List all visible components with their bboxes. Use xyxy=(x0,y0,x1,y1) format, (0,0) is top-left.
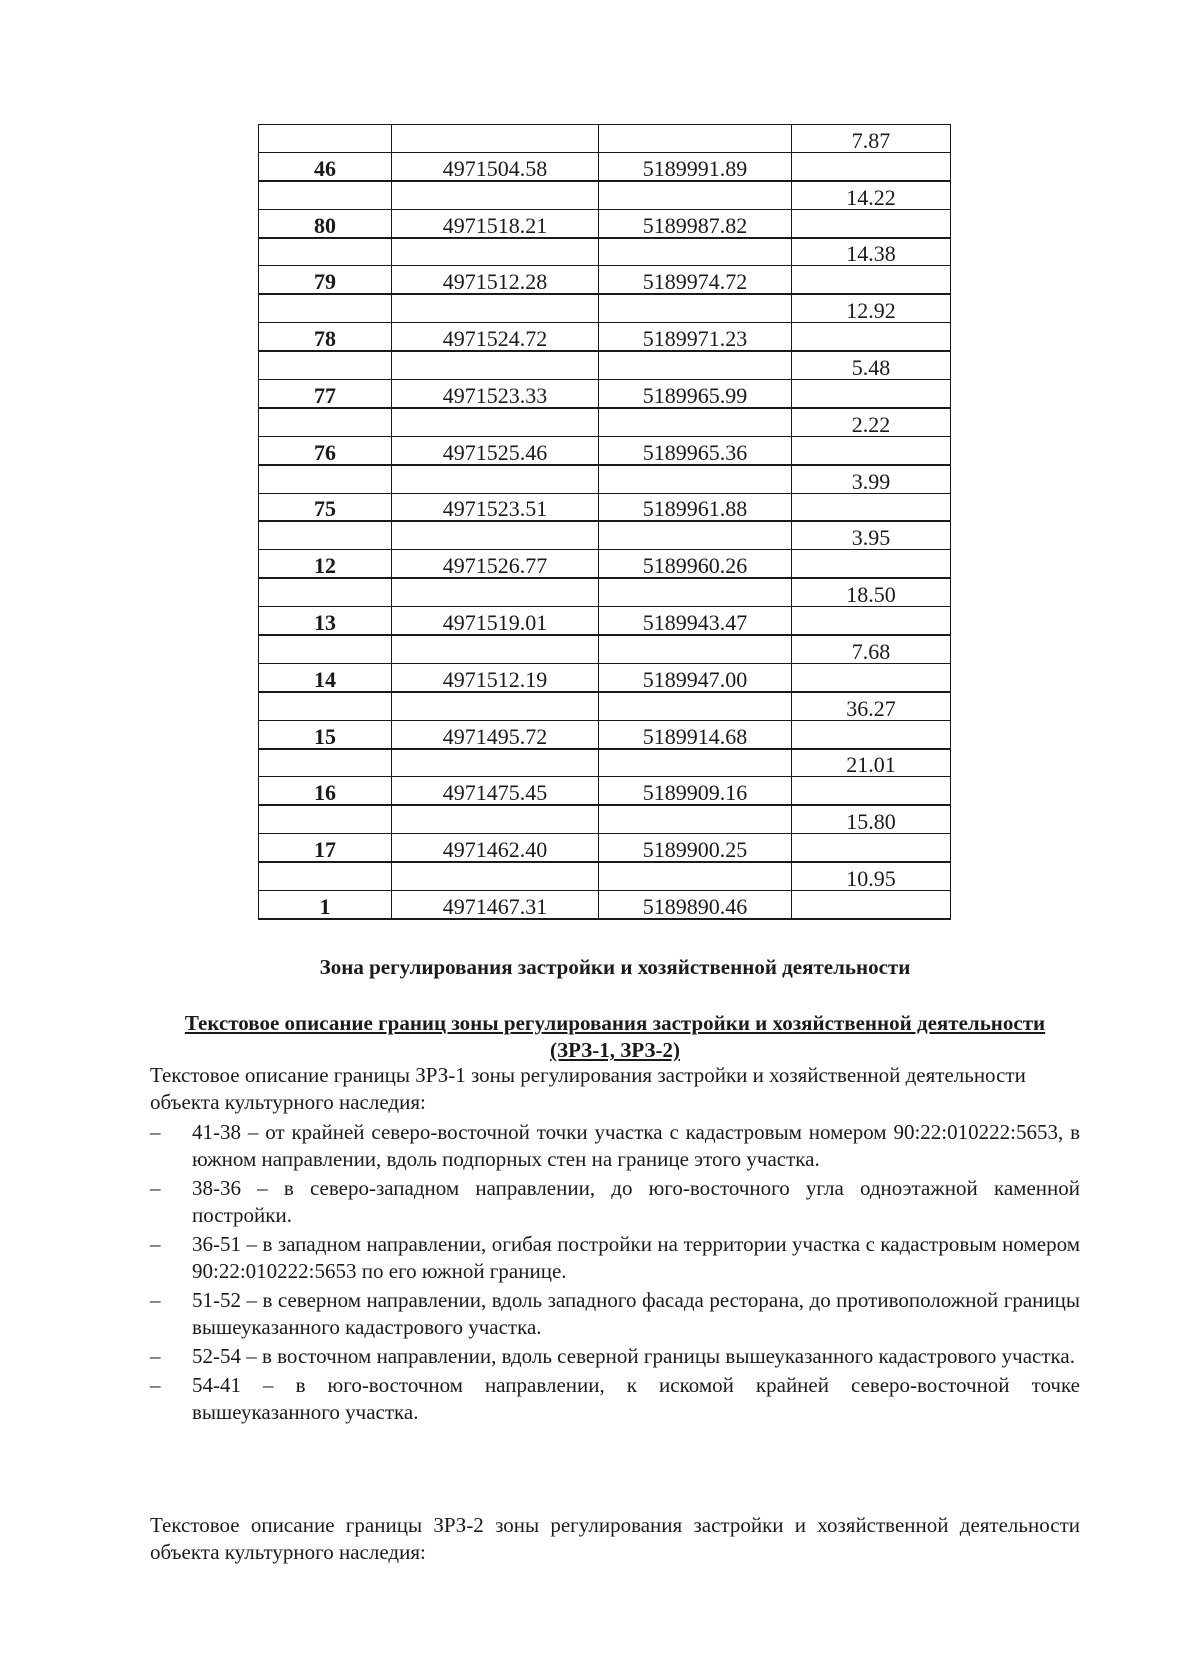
distance-cell: 7.68 xyxy=(792,635,951,663)
distance-cell: 7.87 xyxy=(792,125,951,153)
distance-cell xyxy=(792,663,951,691)
y-coordinate-cell: 5189900.25 xyxy=(599,834,792,862)
x-coordinate-cell xyxy=(392,408,599,436)
zrz1-intro-paragraph: Текстовое описание границы ЗРЗ-1 зоны регулирования застройки и хозяйственной деятельности объекта культурного наследия: xyxy=(150,1063,1026,1114)
list-item-text: 52-54 – в восточном направлении, вдоль северной границы вышеуказанного кадастрового участка. xyxy=(192,1344,1075,1368)
x-coordinate-cell xyxy=(392,125,599,153)
y-coordinate-cell xyxy=(599,692,792,720)
distance-cell xyxy=(792,891,951,919)
distance-cell: 14.38 xyxy=(792,238,951,266)
table-row xyxy=(259,152,951,180)
point-number-cell: 16 xyxy=(259,777,392,805)
distance-cell xyxy=(792,550,951,578)
x-coordinate-cell xyxy=(392,578,599,606)
x-coordinate-cell: 4971462.40 xyxy=(392,834,599,862)
distance-cell xyxy=(792,720,951,748)
list-item xyxy=(150,1175,1080,1229)
point-number-cell: 78 xyxy=(259,323,392,351)
coordinates-table-body xyxy=(259,125,951,919)
table-row xyxy=(259,891,951,919)
point-number-cell xyxy=(259,181,392,209)
distance-cell: 2.22 xyxy=(792,408,951,436)
y-coordinate-cell: 5189971.23 xyxy=(599,323,792,351)
y-coordinate-cell: 5189960.26 xyxy=(599,550,792,578)
y-coordinate-cell xyxy=(599,805,792,833)
bullet-dash: – xyxy=(150,1232,161,1256)
point-number-cell: 46 xyxy=(259,152,392,180)
y-coordinate-cell xyxy=(599,125,792,153)
table-row xyxy=(259,266,951,294)
x-coordinate-cell: 4971475.45 xyxy=(392,777,599,805)
y-coordinate-cell xyxy=(599,465,792,493)
y-coordinate-cell xyxy=(599,862,792,890)
list-item xyxy=(150,1287,1080,1341)
x-coordinate-cell: 4971495.72 xyxy=(392,720,599,748)
distance-cell xyxy=(792,266,951,294)
list-item xyxy=(150,1231,1080,1285)
point-number-cell xyxy=(259,578,392,606)
distance-cell: 10.95 xyxy=(792,862,951,890)
y-coordinate-cell xyxy=(599,749,792,777)
y-coordinate-cell: 5189947.00 xyxy=(599,663,792,691)
point-number-cell xyxy=(259,749,392,777)
table-row xyxy=(259,663,951,691)
table-row xyxy=(259,380,951,408)
point-number-cell: 15 xyxy=(259,720,392,748)
distance-cell xyxy=(792,436,951,464)
point-number-cell: 77 xyxy=(259,380,392,408)
x-coordinate-cell xyxy=(392,692,599,720)
x-coordinate-cell: 4971512.19 xyxy=(392,663,599,691)
distance-cell xyxy=(792,209,951,237)
point-number-cell: 80 xyxy=(259,209,392,237)
point-number-cell: 14 xyxy=(259,663,392,691)
table-row xyxy=(259,521,951,549)
point-number-cell: 13 xyxy=(259,607,392,635)
table-row xyxy=(259,777,951,805)
table-row xyxy=(259,294,951,322)
table-row xyxy=(259,436,951,464)
table-row xyxy=(259,238,951,266)
point-number-cell: 75 xyxy=(259,493,392,521)
point-number-cell xyxy=(259,125,392,153)
description-heading: Текстовое описание границ зоны регулирования застройки и хозяйственной деятельности (ЗРЗ-1, ЗРЗ-2) xyxy=(184,1011,1046,1062)
distance-cell: 18.50 xyxy=(792,578,951,606)
list-item-text: 36-51 – в западном направлении, огибая постройки на территории участка с кадастровым номером 90:22:010222:5653 по его южной границе. xyxy=(192,1232,1080,1283)
table-row xyxy=(259,862,951,890)
y-coordinate-cell xyxy=(599,578,792,606)
y-coordinate-cell: 5189890.46 xyxy=(599,891,792,919)
table-row xyxy=(259,181,951,209)
distance-cell: 15.80 xyxy=(792,805,951,833)
distance-cell xyxy=(792,380,951,408)
point-number-cell: 76 xyxy=(259,436,392,464)
list-item-text: 54-41 – в юго-восточном направлении, к искомой крайней северо-восточной точке вышеуказанного участка. xyxy=(192,1373,1080,1424)
table-row xyxy=(259,607,951,635)
y-coordinate-cell xyxy=(599,238,792,266)
distance-cell: 21.01 xyxy=(792,749,951,777)
table-row xyxy=(259,465,951,493)
point-number-cell xyxy=(259,521,392,549)
x-coordinate-cell: 4971518.21 xyxy=(392,209,599,237)
y-coordinate-cell: 5189909.16 xyxy=(599,777,792,805)
x-coordinate-cell xyxy=(392,521,599,549)
point-number-cell xyxy=(259,862,392,890)
y-coordinate-cell xyxy=(599,635,792,663)
distance-cell xyxy=(792,493,951,521)
table-row xyxy=(259,408,951,436)
x-coordinate-cell: 4971467.31 xyxy=(392,891,599,919)
table-row xyxy=(259,550,951,578)
distance-cell: 14.22 xyxy=(792,181,951,209)
table-row xyxy=(259,720,951,748)
point-number-cell xyxy=(259,635,392,663)
x-coordinate-cell xyxy=(392,351,599,379)
x-coordinate-cell xyxy=(392,862,599,890)
x-coordinate-cell: 4971523.51 xyxy=(392,493,599,521)
x-coordinate-cell xyxy=(392,805,599,833)
y-coordinate-cell: 5189914.68 xyxy=(599,720,792,748)
bullet-dash: – xyxy=(150,1120,161,1144)
x-coordinate-cell xyxy=(392,181,599,209)
table-row xyxy=(259,351,951,379)
point-number-cell xyxy=(259,351,392,379)
y-coordinate-cell xyxy=(599,408,792,436)
distance-cell: 5.48 xyxy=(792,351,951,379)
list-item xyxy=(150,1343,1080,1370)
y-coordinate-cell xyxy=(599,521,792,549)
y-coordinate-cell: 5189974.72 xyxy=(599,266,792,294)
list-item-text: 51-52 – в северном направлении, вдоль западного фасада ресторана, до противоположной границы вышеуказанного кадастрового участка. xyxy=(192,1288,1080,1339)
point-number-cell xyxy=(259,692,392,720)
distance-cell xyxy=(792,152,951,180)
x-coordinate-cell xyxy=(392,238,599,266)
x-coordinate-cell: 4971524.72 xyxy=(392,323,599,351)
bullet-dash: – xyxy=(150,1344,161,1368)
table-row xyxy=(259,209,951,237)
x-coordinate-cell xyxy=(392,749,599,777)
x-coordinate-cell: 4971525.46 xyxy=(392,436,599,464)
x-coordinate-cell: 4971504.58 xyxy=(392,152,599,180)
list-item-text: 41-38 – от крайней северо-восточной точки участка с кадастровым номером 90:22:010222:5653, в южном направлении, вдоль подпорных стен на границе этого участка. xyxy=(192,1120,1080,1171)
table-row xyxy=(259,493,951,521)
y-coordinate-cell: 5189987.82 xyxy=(599,209,792,237)
zrz2-intro-paragraph: Текстовое описание границы ЗРЗ-2 зоны регулирования застройки и хозяйственной деятельности объекта культурного наследия: xyxy=(150,1513,1080,1564)
point-number-cell: 79 xyxy=(259,266,392,294)
coordinates-table xyxy=(258,124,951,920)
y-coordinate-cell: 5189943.47 xyxy=(599,607,792,635)
y-coordinate-cell xyxy=(599,181,792,209)
x-coordinate-cell xyxy=(392,465,599,493)
distance-cell: 3.99 xyxy=(792,465,951,493)
distance-cell xyxy=(792,777,951,805)
point-number-cell xyxy=(259,238,392,266)
y-coordinate-cell xyxy=(599,294,792,322)
y-coordinate-cell xyxy=(599,351,792,379)
x-coordinate-cell: 4971523.33 xyxy=(392,380,599,408)
table-row xyxy=(259,692,951,720)
x-coordinate-cell: 4971526.77 xyxy=(392,550,599,578)
table-row xyxy=(259,635,951,663)
point-number-cell xyxy=(259,408,392,436)
list-item xyxy=(150,1119,1080,1173)
y-coordinate-cell: 5189961.88 xyxy=(599,493,792,521)
point-number-cell: 1 xyxy=(259,891,392,919)
table-row xyxy=(259,323,951,351)
y-coordinate-cell: 5189991.89 xyxy=(599,152,792,180)
x-coordinate-cell: 4971519.01 xyxy=(392,607,599,635)
table-row xyxy=(259,578,951,606)
table-row xyxy=(259,749,951,777)
distance-cell xyxy=(792,607,951,635)
x-coordinate-cell xyxy=(392,635,599,663)
bullet-dash: – xyxy=(150,1373,161,1397)
point-number-cell: 12 xyxy=(259,550,392,578)
distance-cell xyxy=(792,834,951,862)
point-number-cell xyxy=(259,465,392,493)
y-coordinate-cell: 5189965.99 xyxy=(599,380,792,408)
zone-heading: Зона регулирования застройки и хозяйственной деятельности xyxy=(319,955,911,979)
list-item-text: 38-36 – в северо-западном направлении, до юго-восточного угла одноэтажной каменной постройки. xyxy=(192,1176,1080,1227)
list-item xyxy=(150,1372,1080,1426)
table-row xyxy=(259,805,951,833)
point-number-cell: 17 xyxy=(259,834,392,862)
distance-cell: 12.92 xyxy=(792,294,951,322)
table-row xyxy=(259,834,951,862)
distance-cell: 36.27 xyxy=(792,692,951,720)
point-number-cell xyxy=(259,294,392,322)
distance-cell: 3.95 xyxy=(792,521,951,549)
table-row xyxy=(259,125,951,153)
point-number-cell xyxy=(259,805,392,833)
zrz1-boundary-list xyxy=(150,1119,1080,1428)
x-coordinate-cell xyxy=(392,294,599,322)
y-coordinate-cell: 5189965.36 xyxy=(599,436,792,464)
bullet-dash: – xyxy=(150,1288,161,1312)
x-coordinate-cell: 4971512.28 xyxy=(392,266,599,294)
distance-cell xyxy=(792,323,951,351)
bullet-dash: – xyxy=(150,1176,161,1200)
